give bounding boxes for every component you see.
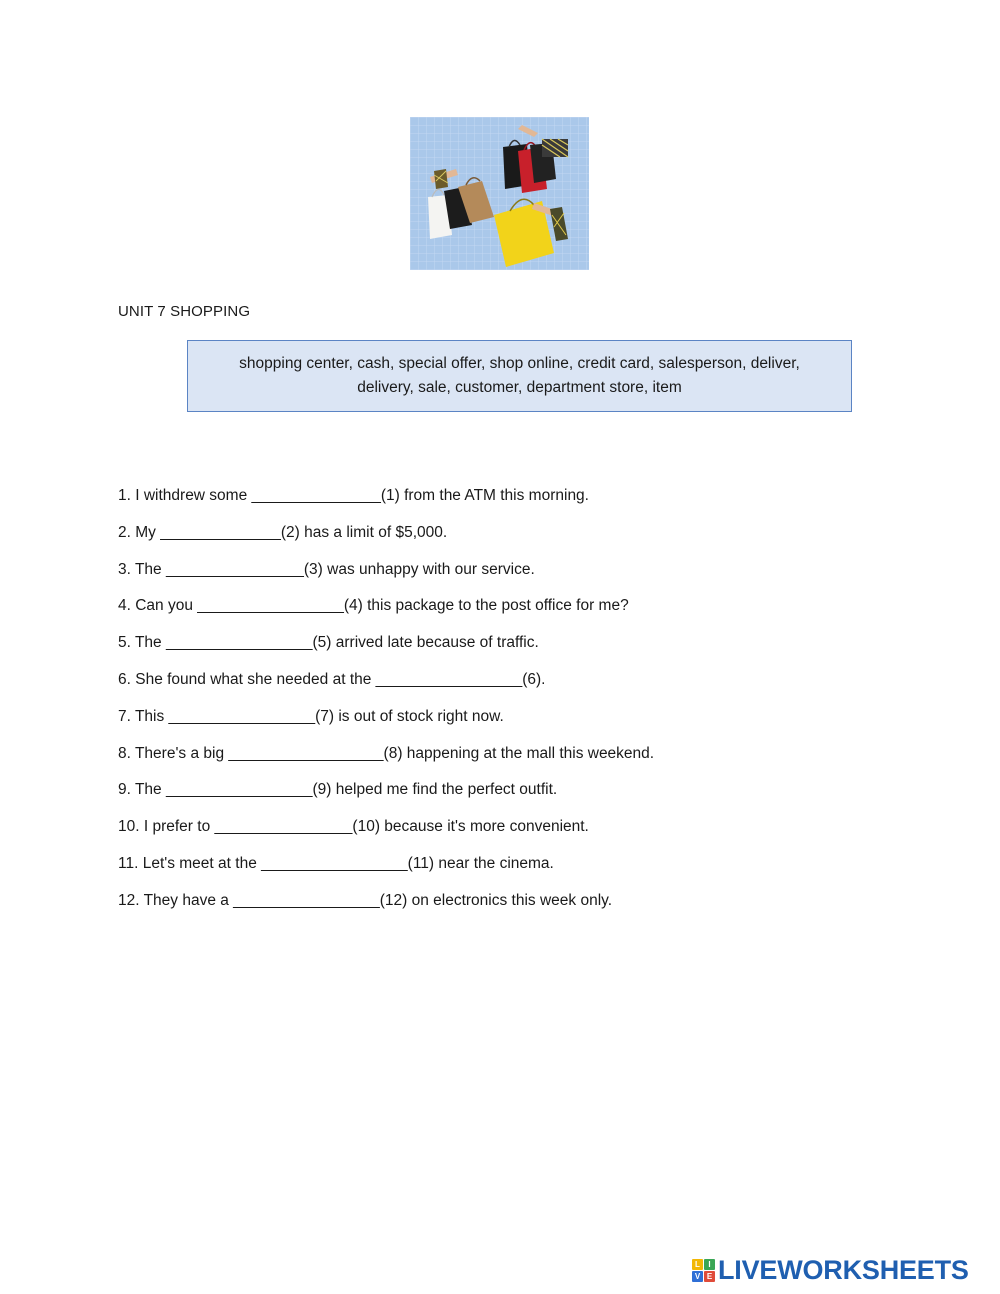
question-1[interactable]: 1. I withdrew some _______________(1) from the ATM this morning. (118, 487, 589, 504)
question-8[interactable]: 8. There's a big __________________(8) happening at the mall this weekend. (118, 744, 655, 762)
logo-letter-i: I (704, 1259, 715, 1270)
question-7[interactable]: 7. This _________________(7) is out of stock right now. (118, 707, 504, 725)
logo-letter-e: E (704, 1271, 715, 1282)
liveworksheets-wordmark: LIVEWORKSHEETS (718, 1255, 969, 1285)
question-6[interactable]: 6. She found what she needed at the _________________(6). (118, 670, 546, 688)
question-4[interactable]: 4. Can you _________________(4) this package to the post office for me? (118, 597, 629, 615)
liveworksheets-logo-icon (692, 1259, 715, 1282)
logo-letter-v: V (692, 1271, 703, 1282)
question-10[interactable]: 10. I prefer to ________________(10) because it's more convenient. (118, 818, 589, 836)
question-3[interactable]: 3. The ________________(3) was unhappy with our service. (118, 560, 535, 578)
question-list (118, 485, 654, 927)
logo-letter-l: L (692, 1259, 703, 1270)
word-bank-text: shopping center, cash, special offer, shop online, credit card, salesperson, deliver, delivery, sale, customer, department store, item (239, 355, 800, 396)
word-bank (187, 340, 852, 412)
question-2[interactable]: 2. My ______________(2) has a limit of $5,000. (118, 523, 448, 541)
question-9[interactable]: 9. The _________________(9) helped me find the perfect outfit. (118, 781, 558, 799)
liveworksheets-logo[interactable] (692, 1255, 969, 1285)
question-5[interactable]: 5. The _________________(5) arrived late because of traffic. (118, 634, 539, 652)
question-12[interactable]: 12. They have a _________________(12) on electronics this week only. (118, 891, 613, 909)
unit-title: UNIT 7 SHOPPING (118, 303, 251, 320)
question-11[interactable]: 11. Let's meet at the _________________(11) near the cinema. (118, 854, 554, 872)
shopping-bags-image (410, 117, 589, 270)
shopping-bags-photo-icon (410, 117, 589, 270)
